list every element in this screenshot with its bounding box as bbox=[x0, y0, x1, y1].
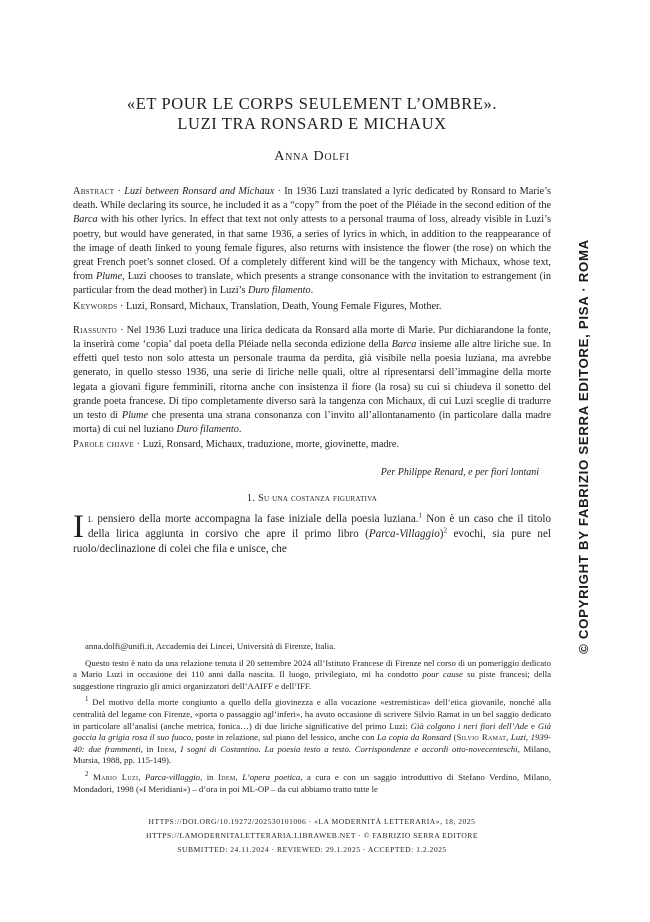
riassunto-barca: Barca bbox=[391, 339, 417, 351]
footnote-2-text: , bbox=[138, 771, 145, 782]
affiliation-note: anna.dolfi@unifi.it, Accademia dei Lincei, Università di Firenze, Italia. bbox=[85, 641, 336, 651]
abstract-title: Luzi between Ronsard and Michaux bbox=[124, 186, 275, 197]
footnote-1-text: e bbox=[528, 720, 538, 731]
footnote-2-italic: Parca-villaggio bbox=[144, 771, 201, 782]
footer-doi: HTTPS://DOI.ORG/10.19272/202530101006 · «LA MODERNITÀ LETTERARIA», 18, 2025 bbox=[148, 817, 476, 826]
footnote-1 bbox=[73, 697, 551, 767]
body-text: ) bbox=[439, 527, 444, 540]
section-title: Su una costanza figurativa bbox=[255, 492, 378, 504]
footnote-2-text: , bbox=[235, 771, 243, 782]
origin-pour-cause: pour cause bbox=[422, 669, 463, 680]
footnotes bbox=[73, 641, 551, 800]
footnote-ref-2: 2 bbox=[443, 525, 447, 534]
riassunto-text: che presenta una strana consonanza con l’invito all’allontanamento (in particolare dalla madre morta) di cui nel luziano bbox=[73, 410, 551, 436]
abstract-text: with his other lyrics. In effect that text not only attests to a personal trauma of loss, already visible in Luzi’s poetry, but would have generated, in that same 1936, a series of lyrics in which, in addition to the reappearance of the image of death linked to young female figures, also returns with insistence the flower (the rose) on which the great French poet’s sonnet closed. Of a completely different kind will be the tangency with Michaux, whose text, from bbox=[73, 214, 551, 283]
body-lead: l bbox=[88, 512, 94, 525]
keywords-text: · Luzi, Ronsard, Michaux, Translation, Death, Young Female Figures, Mother. bbox=[117, 300, 442, 312]
footnote-1-idem: Idem bbox=[157, 743, 175, 754]
keywords-english bbox=[73, 300, 551, 314]
footnote-1-italic: La copia da Ronsard bbox=[376, 732, 452, 743]
body-parca: Parca-Villaggio bbox=[368, 527, 440, 540]
footnote-1-text: , bbox=[506, 732, 511, 743]
drop-cap: I bbox=[73, 508, 84, 545]
footnote-1-text: , poste in relazione, sul piano del lessico, anche con bbox=[191, 732, 377, 743]
riassunto-italian bbox=[73, 324, 551, 438]
body-text: pensiero della morte accompagna la fase iniziale della poesia luziana. bbox=[93, 512, 419, 525]
article-title bbox=[73, 94, 551, 134]
abstract-plume: Plume bbox=[95, 271, 123, 283]
footnote-2-idem: Idem bbox=[218, 771, 236, 782]
abstract-text: . bbox=[310, 285, 314, 297]
footnote-1-italic: Già colgono i neri fiori dell’Ade bbox=[410, 720, 529, 731]
footnote-1-italic: Già goccia la grigia rosa il suo fuoco bbox=[73, 720, 551, 743]
title-line-2: LUZI TRA RONSARD E MICHAUX bbox=[177, 114, 447, 133]
footnote-2-text: , a cura e con un saggio introduttivo di Stefano Verdino, Milano, Mondadori, 1998 («I Meridiani») – d’ora in poi ML-OP – da cui abbiamo tratto tutte le bbox=[73, 771, 552, 794]
keywords-label: Keywords bbox=[73, 300, 118, 312]
footnote-1-text: , bbox=[174, 743, 181, 754]
author-name: Anna Dolfi bbox=[274, 149, 350, 164]
title-line-1: «ET POUR LE CORPS SEULEMENT L’OMBRE». bbox=[126, 94, 498, 113]
abstract-label: Abstract bbox=[73, 186, 115, 197]
parole-chiave-text: · Luzi, Ronsard, Michaux, traduzione, morte, giovinette, madre. bbox=[134, 439, 400, 451]
copyright-sidebar bbox=[571, 208, 595, 684]
parole-chiave bbox=[73, 438, 551, 452]
abstract-text: · In 1936 Luzi translated a lyric dedicated by Ronsard to Marie’s death. While declaring its source, he included it as a “copy” from the poet of the Pléiade in the second edition of the bbox=[73, 186, 551, 212]
footnote-1-italic: I sogni di Costantino. La poesia testo a testo. Corrispondenze e accordi otto-novecenteschi bbox=[180, 743, 518, 754]
riassunto-text: . bbox=[238, 424, 242, 436]
dedication: Per Philippe Renard, e per fiori lontani bbox=[380, 466, 539, 478]
riassunto-text: insieme alle altre liriche sue. In effetti quel testo non solo attesta un personale trauma da perdita, già visibile nella poesia luziana, ma avrebbe generato, in quello stesso 1936, una serie di liriche nelle quali, oltre al ripresentarsi dell’immagine della morte legata a giovani figure femminili, ritorna anche con insistenza il fiore (la rosa) su cui si chiudeva il sonetto del grande poeta francese. Di tipo completamente diverso sarà la tangenza con Michaux, di cui Luzi sceglie di tradurre un testo di bbox=[73, 339, 551, 422]
footer-website: HTTPS://LAMODERNITALETTERARIA.LIBRAWEB.NET · © FABRIZIO SERRA EDITORE bbox=[145, 831, 479, 840]
abstract-english bbox=[73, 185, 551, 299]
footnote-1-italic: Luzi, 1939-40: due frammenti bbox=[73, 732, 551, 754]
riassunto-label: Riassunto bbox=[73, 324, 118, 336]
section-number: 1. bbox=[246, 492, 256, 504]
body-text: evochi, sia pure nel ruolo/declinazione di colei che fila e unisce, che bbox=[73, 527, 551, 555]
abstract-barca: Barca bbox=[73, 214, 98, 226]
page-footer bbox=[73, 815, 551, 857]
origin-text: su piste francesi; della suggestione ringrazio gli amici organizzatori dell’AAIFF e dell’IFF. bbox=[73, 669, 552, 691]
footnote-2-number: 2 bbox=[85, 770, 89, 779]
footnote-1-text: , Milano, Mursia, 1988, pp. 115-149). bbox=[73, 743, 551, 766]
origin-note bbox=[73, 658, 551, 693]
footnote-1-text: , in bbox=[140, 743, 158, 754]
parole-chiave-label: Parole chiave bbox=[73, 439, 135, 451]
abstract-text: , Luzi chooses to translate, which presents a strange consonance with the invitation to estrangement (in particular from the dead mother) in Luzi’s bbox=[73, 271, 551, 297]
footnote-1-number: 1 bbox=[85, 695, 89, 704]
footnote-2-text: , in bbox=[200, 771, 219, 782]
article-content bbox=[73, 94, 551, 557]
copyright-text: © COPYRIGHT BY FABRIZIO SERRA EDITORE, PISA · ROMA bbox=[575, 238, 591, 654]
body-paragraph bbox=[73, 508, 552, 557]
footnote-2-author: Mario Luzi bbox=[93, 771, 139, 782]
abstract-sep: · bbox=[114, 186, 125, 197]
section-heading bbox=[73, 493, 551, 504]
footer-dates: SUBMITTED: 24.11.2024 · REVIEWED: 29.1.2025 · ACCEPTED: 1.2.2025 bbox=[177, 845, 447, 854]
footnote-1-text: ( bbox=[451, 732, 457, 743]
riassunto-duro: Duro filamento bbox=[176, 424, 239, 436]
abstract-duro: Duro filamento bbox=[248, 285, 311, 297]
riassunto-text: · Nel 1936 Luzi traduce una lirica dedicata da Ronsard alla morte di Marie. Pur dichiarandone la fonte, la inserirà come ‘copia’ dal poeta della Pléiade nella seconda edizione della bbox=[73, 324, 551, 351]
footnote-1-author: Silvio Ramat bbox=[456, 732, 507, 743]
footnote-2-italic: L’opera poetica bbox=[242, 771, 301, 782]
footnote-ref-1: 1 bbox=[418, 510, 423, 519]
footnote-2 bbox=[73, 772, 551, 795]
riassunto-plume: Plume bbox=[121, 410, 149, 422]
body-text: Non è un caso che il titolo della lirica aggiunta in corsivo che apre il primo libro ( bbox=[88, 512, 552, 540]
footnote-1-text: Del motivo della morte congiunto a quello della giovinezza e alla vocazione «estremistica» dell’etica giovanile, nonché alla centralità del legame con Firenze, «porta o passaggio agl’inferi», ha avuto occasione di scrivere Silvio Ramat in un bel saggio dedicato in particolare all’analisi (anche metrica, fonica…) di due liriche significative del primo Luzi: bbox=[73, 697, 551, 731]
origin-text: Questo testo è nato da una relazione tenuta il 20 settembre 2024 all’Istituto Francese di Firenze nel corso di un pomeriggio dedicato a Mario Luzi in occasione dei 110 anni dalla nascita. Il luogo, privilegiato, mi ha condotto bbox=[73, 657, 551, 680]
